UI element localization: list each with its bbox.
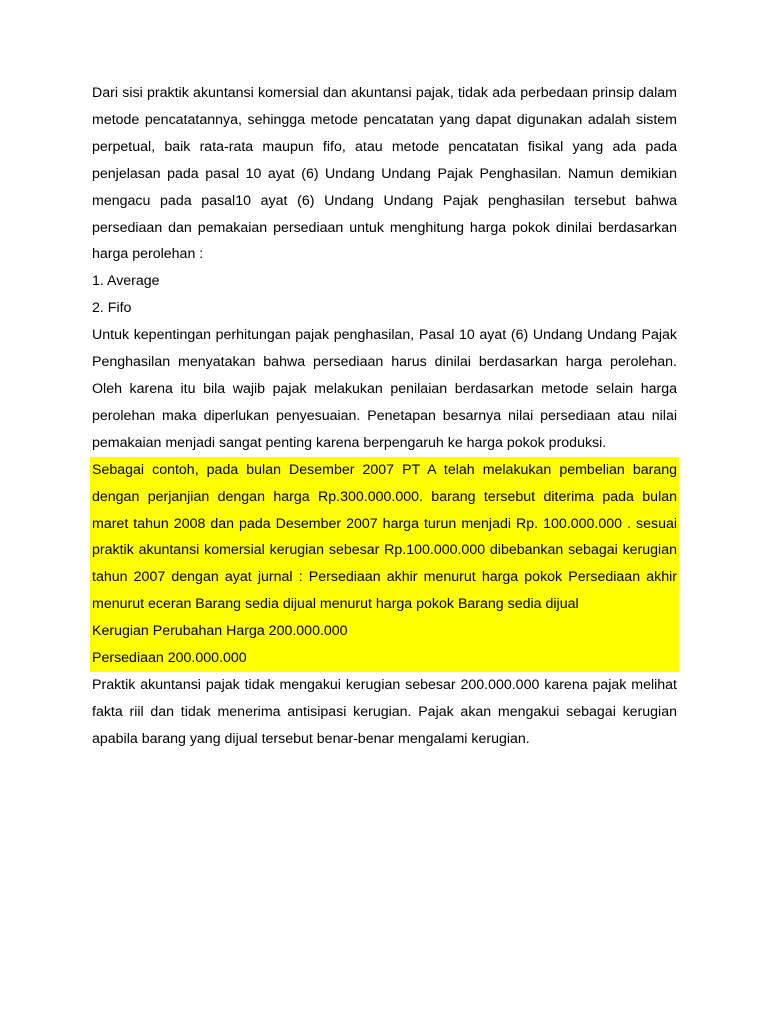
paragraph-tax-practice: Praktik akuntansi pajak tidak mengakui kerugian sebesar 200.000.000 karena pajak melihat fakta riil dan tidak menerima antisipasi kerugian. Pajak akan mengakui sebagai kerugian apabila barang yang dijual tersebut benar-benar mengalami kerugian. <box>92 676 677 747</box>
example-text: Sebagai contoh, pada bulan Desember 2007 PT A telah melakukan pembelian barang dengan perjanjian dengan harga Rp.300.000.000. barang tersebut diterima pada bulan maret tahun 2008 dan pada Desember 2007 harga turun menjadi Rp. 100.000.000 . sesuai praktik akuntansi komersial kerugian sebesar Rp.100.000.000 dibebankan sebagai kerugian tahun 2007 dengan ayat jurnal : Persediaan akhir menurut harga pokok Persediaan akhir menurut eceran Barang sedia dijual menurut harga pokok Barang sedia dijual <box>92 461 677 613</box>
journal-line-loss: Kerugian Perubahan Harga 200.000.000 <box>92 623 348 640</box>
document-page <box>92 80 677 753</box>
highlighted-example-block <box>90 457 679 672</box>
list-item-fifo: 2. Fifo <box>92 300 132 317</box>
journal-line-inventory: Persediaan 200.000.000 <box>92 650 247 667</box>
paragraph-tax-valuation: Untuk kepentingan perhitungan pajak penghasilan, Pasal 10 ayat (6) Undang Undang Pajak Penghasilan menyatakan bahwa persediaan harus dinilai berdasarkan harga perolehan. Oleh karena itu bila wajib pajak melakukan penilaian berdasarkan metode selain harga perolehan maka diperlukan penyesuaian. Penetapan besarnya nilai persediaan atau nilai pemakaian menjadi sangat penting karena berpengaruh ke harga pokok produksi. <box>92 327 677 451</box>
list-item-average: 1. Average <box>92 273 160 290</box>
paragraph-intro: Dari sisi praktik akuntansi komersial dan akuntansi pajak, tidak ada perbedaan prinsip dalam metode pencatatannya, sehingga metode pencatatan yang dapat digunakan adalah sistem perpetual, baik rata-rata maupun fifo, atau metode pencatatan fisikal yang ada pada penjelasan pada pasal 10 ayat (6) Undang Undang Pajak Penghasilan. Namun demikian mengacu pada pasal10 ayat (6) Undang Undang Pajak penghasilan tersebut bahwa persediaan dan pemakaian persediaan untuk menghitung harga pokok dinilai berdasarkan harga perolehan : <box>92 85 677 263</box>
